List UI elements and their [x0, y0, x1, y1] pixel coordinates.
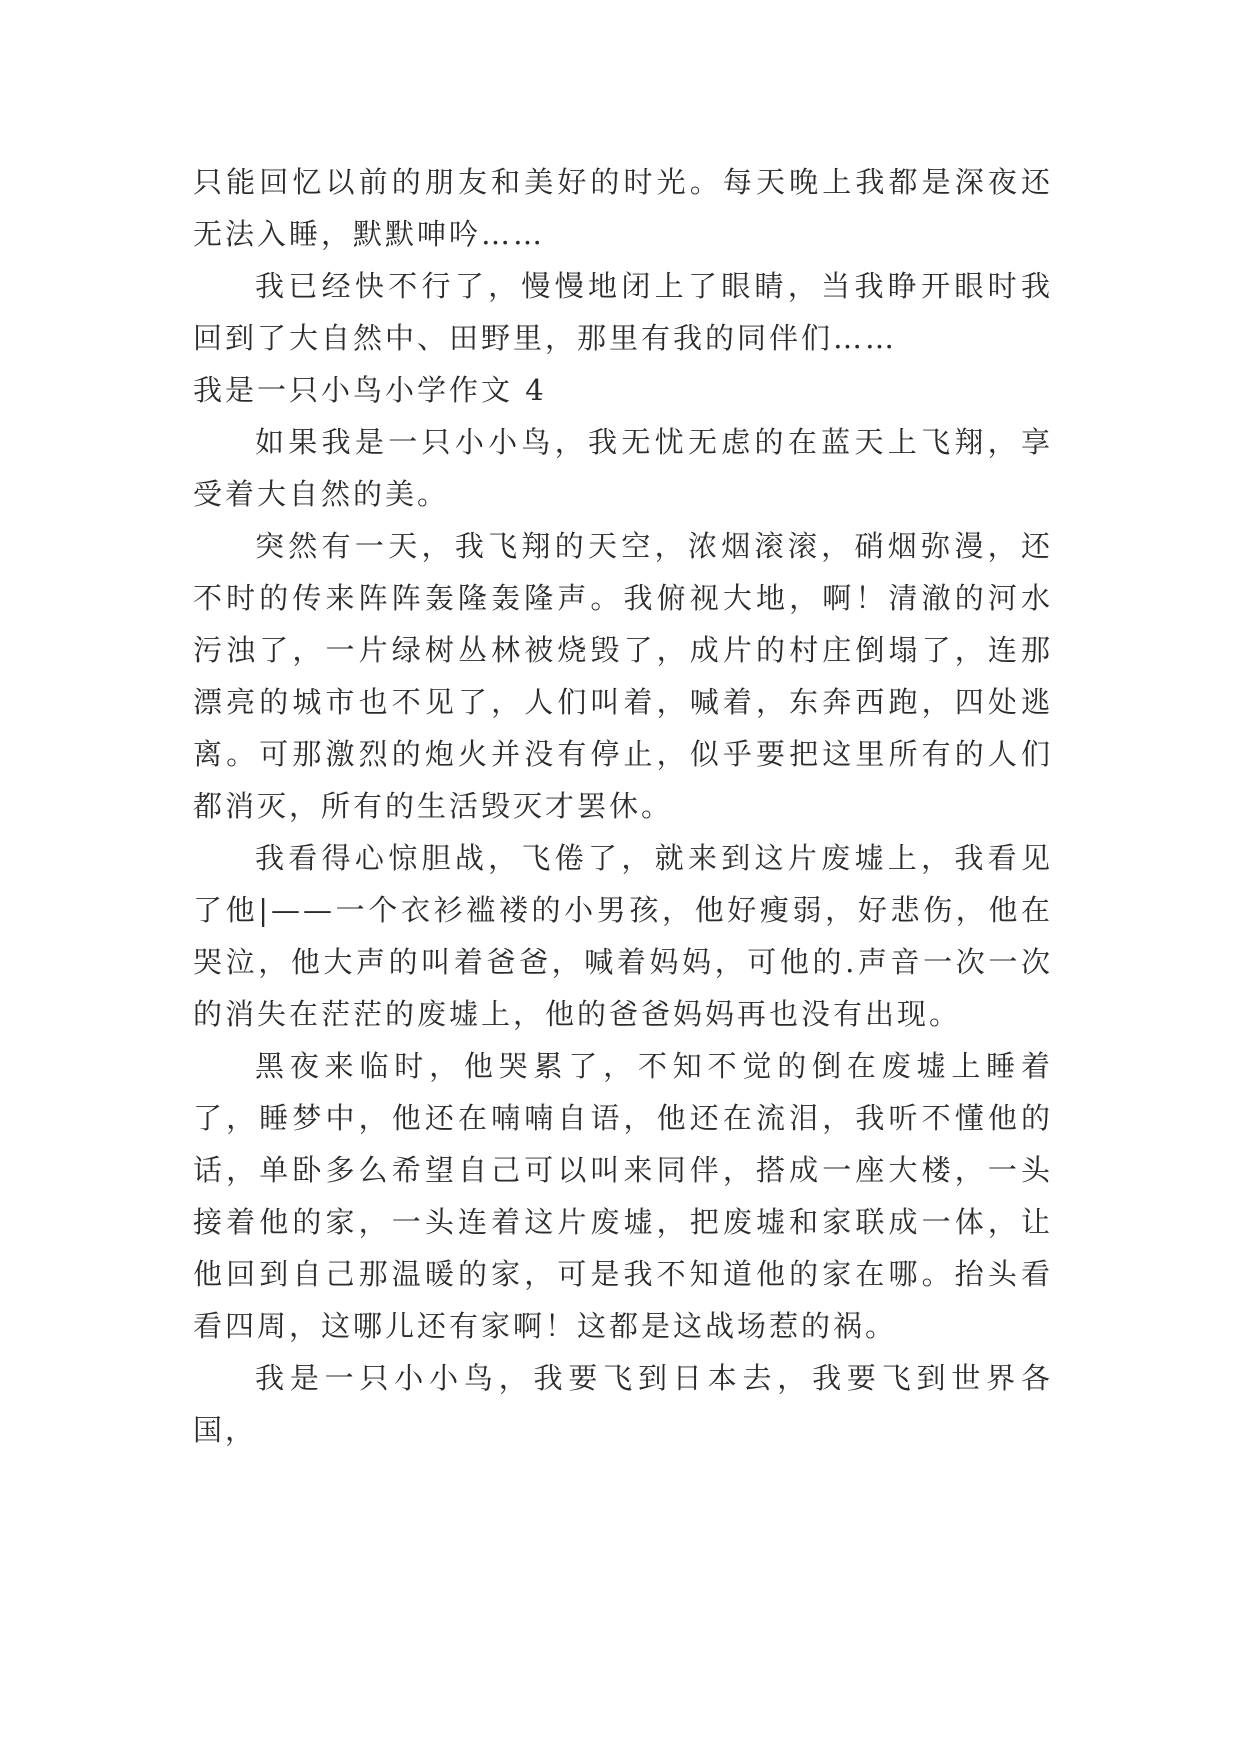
essay-heading: 我是一只小鸟小学作文 4 [193, 373, 547, 407]
paragraph: 突然有一天，我飞翔的天空，浓烟滚滚，硝烟弥漫，还不时的传来阵阵轰隆轰隆声。我俯视大地，啊！清澈的河水污浊了，一片绿树丛林被烧毁了，成片的村庄倒塌了，连那漂亮的城市也不见了，人们叫着，喊着，东奔西跑，四处逃离。可那激烈的炮火并没有停止，似乎要把这里所有的人们都消灭，所有的生活毁灭才罢休。 [193, 529, 1053, 823]
paragraph: 我是一只小小鸟，我要飞到日本去，我要飞到世界各国， [193, 1361, 1053, 1447]
paragraph: 如果我是一只小小鸟，我无忧无虑的在蓝天上飞翔，享受着大自然的美。 [193, 425, 1053, 511]
paragraph: 我已经快不行了，慢慢地闭上了眼睛，当我睁开眼时我回到了大自然中、田野里，那里有我的同伴们…… [193, 269, 1053, 355]
paragraph: 黑夜来临时，他哭累了，不知不觉的倒在废墟上睡着了，睡梦中，他还在喃喃自语，他还在流泪，我听不懂他的话，单卧多么希望自己可以叫来同伴，搭成一座大楼，一头接着他的家，一头连着这片废墟，把废墟和家联成一体，让他回到自己那温暖的家，可是我不知道他的家在哪。抬头看看四周，这哪儿还有家啊！这都是这战场惹的祸。 [193, 1049, 1053, 1343]
paragraph-continued: 只能回忆以前的朋友和美好的时光。每天晚上我都是深夜还无法入睡，默默呻吟…… [193, 165, 1053, 251]
paragraph: 我看得心惊胆战，飞倦了，就来到这片废墟上，我看见了他|——一个衣衫褴褛的小男孩，他好瘦弱，好悲伤，他在哭泣，他大声的叫着爸爸，喊着妈妈，可他的.声音一次一次的消失在茫茫的废墟上，他的爸爸妈妈再也没有出现。 [193, 841, 1053, 1031]
document-body [193, 156, 1053, 1456]
